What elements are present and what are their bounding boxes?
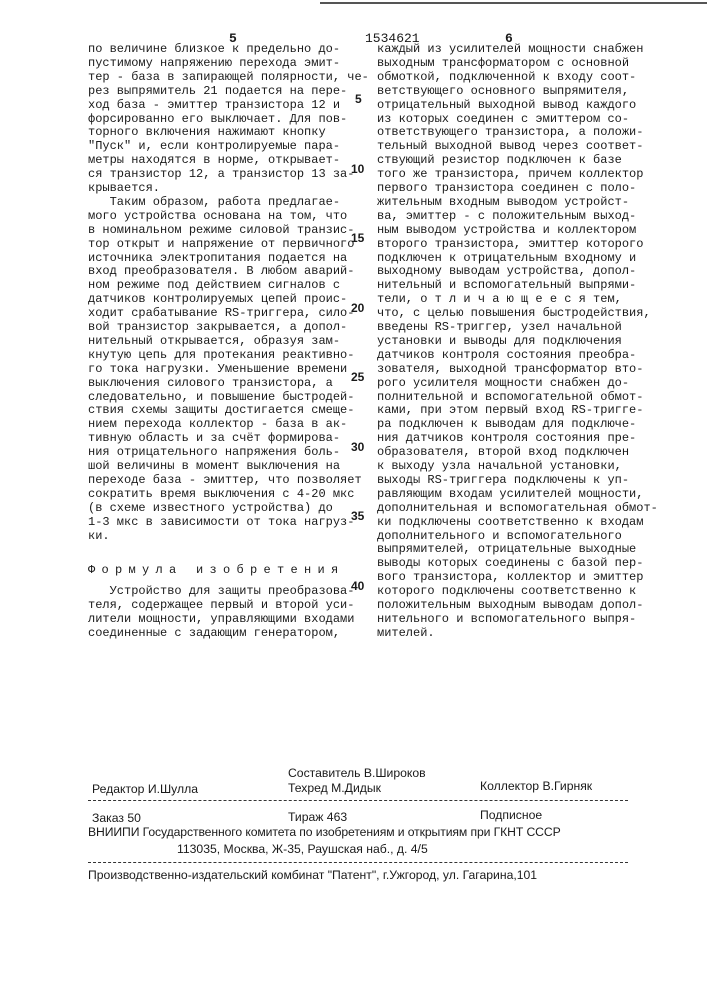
editor: Редактор И.Шулла	[92, 782, 198, 796]
claim-text-line: ра подключен к выводам для подключе-	[377, 417, 636, 431]
claim-text-line: дополнительная и вспомогательная обмот-	[377, 501, 658, 515]
claim-text-line: ным выводом устройства и коллектором	[377, 223, 636, 237]
patent-number: 1534621	[365, 31, 420, 46]
line-number: 25	[351, 370, 364, 384]
organization: ВНИИПИ Государственного комитета по изобретениям и открытиям при ГКНТ СССР	[88, 825, 561, 839]
text-line: торного включения нажимают кнопку	[88, 125, 326, 139]
text-line: Таким образом, работа предлагае-	[88, 195, 340, 209]
text-line: го тока нагрузки. Уменьшение времени	[88, 362, 347, 376]
claim-text-line: тели, о т л и ч а ю щ е е с я тем,	[377, 292, 622, 306]
text-line: источника электропитания подается на	[88, 251, 347, 265]
text-line: метры находятся в норме, открывает-	[88, 153, 340, 167]
left-page-number: 5	[229, 31, 237, 46]
claim-text-line: ствующий резистор подключен к базе	[377, 153, 622, 167]
claim-text-line: что, с целью повышения быстродействия,	[377, 306, 651, 320]
publisher: Производственно-издательский комбинат "Патент", г.Ужгород, ул. Гагарина,101	[88, 868, 537, 882]
claim-text-line: ва, эмиттер - с положительным выход-	[377, 209, 636, 223]
claim-text-line: положительным выходным выводам допол-	[377, 598, 643, 612]
claim-text-line: мителей.	[377, 626, 435, 640]
text-line: следовательно, и повышение быстродей-	[88, 390, 354, 404]
line-number: 15	[351, 231, 364, 245]
claim-text-line: ответствующего транзистора, а положи-	[377, 125, 643, 139]
text-line: шой величины в момент выключения на	[88, 459, 340, 473]
text-line: нием перехода коллектор - база в ак-	[88, 417, 347, 431]
text-line: ствия схемы защиты достигается смеще-	[88, 403, 354, 417]
text-line: ном режиме под действием сигналов с	[88, 278, 340, 292]
claim-text-line: ветствующего основного выпрямителя,	[377, 84, 629, 98]
claim-text-line: к выходу узла начальной установки,	[377, 459, 622, 473]
address: 113035, Москва, Ж-35, Раушская наб., д. 4/5	[177, 842, 428, 856]
claim-text-line: нительный и вспомогательный выпрями-	[377, 278, 636, 292]
text-line: (в схеме известного устройства) до	[88, 501, 333, 515]
text-line: нительный открывается, образуя зам-	[88, 334, 340, 348]
claim-text-line: ки подключены соответственно к входам	[377, 515, 643, 529]
claim-text-line: первого транзистора соединен с поло-	[377, 181, 636, 195]
claim-text-line: выводы которых соединены с базой пер-	[377, 556, 643, 570]
claim-text-line: тельный выходной вывод через соответ-	[377, 139, 643, 153]
text-line: тивную область и за счёт формирова-	[88, 431, 340, 445]
claim-text-line: жительным входным выводом устройст-	[377, 195, 629, 209]
claim-text-line: зователя, выходной трансформатор вто-	[377, 362, 643, 376]
line-number: 30	[351, 440, 364, 454]
text-line: выключения силового транзистора, а	[88, 376, 333, 390]
text-line: ход база - эмиттер транзистора 12 и	[88, 98, 340, 112]
claim-text-line: рого усилителя мощности снабжен до-	[377, 376, 629, 390]
claim-text-line: подключен к отрицательным входному и	[377, 251, 636, 265]
line-number: 5	[355, 92, 362, 106]
claim-text-line: выходным трансформатором с основной	[377, 56, 629, 70]
claim-text-line: выходы RS-триггера подключены к уп-	[377, 473, 629, 487]
text-line: форсированно его выключает. Для пов-	[88, 112, 347, 126]
line-number: 10	[351, 162, 364, 176]
text-line: ходит срабатывание RS-триггера, сило-	[88, 306, 354, 320]
text-line: ния отрицательного напряжения боль-	[88, 445, 340, 459]
claim-text-line: датчиков контроля состояния преобра-	[377, 348, 636, 362]
claim-text-line: выпрямителей, отрицательные выходные	[377, 542, 636, 556]
claim-text-line: установки и выводы для подключения	[377, 334, 622, 348]
claim-text-line: отрицательный выходной вывод каждого	[377, 98, 636, 112]
text-line: вход преобразователя. В любом аварий-	[88, 264, 354, 278]
claim-text-line: ния датчиков контроля состояния пре-	[377, 431, 636, 445]
text-line: рез выпрямитель 21 подается на пере-	[88, 84, 347, 98]
section-heading-formula: Формула изобретения	[88, 563, 345, 577]
order-number: Заказ 50	[92, 811, 141, 825]
claim-text-line: каждый из усилителей мощности снабжен	[377, 42, 643, 56]
text-line: крывается.	[88, 181, 160, 195]
claim-text-line: того же транзистора, причем коллектор	[377, 167, 643, 181]
text-line: ся транзистор 12, а транзистор 13 за-	[88, 167, 354, 181]
text-line: ки.	[88, 529, 110, 543]
claim-text-line: вого транзистора, коллектор и эмиттер	[377, 570, 643, 584]
text-line: тор открыт и напряжение от первичного	[88, 237, 354, 251]
claim-text-line: равляющим входам усилителей мощности,	[377, 487, 643, 501]
text-line: тер - база в запирающей полярности, че-	[88, 70, 369, 84]
text-line: по величине близкое к предельно до-	[88, 42, 340, 56]
compiler: Составитель В.Широков	[288, 766, 426, 780]
claim-text-line: выходному выводам устройства, допол-	[377, 264, 636, 278]
claim-text-line: из которых соединен с эмиттером со-	[377, 112, 629, 126]
text-line: датчиков контролируемых цепей проис-	[88, 292, 347, 306]
claim-text-line: лители мощности, управляющими входами	[88, 612, 354, 626]
line-number: 40	[351, 579, 364, 593]
corrector: Коллектор В.Гирняк	[480, 779, 592, 793]
text-line: вой транзистор закрывается, а допол-	[88, 320, 347, 334]
line-number: 20	[351, 301, 364, 315]
line-number: 35	[351, 509, 364, 523]
text-line: "Пуск" и, если контролируемые пара-	[88, 139, 340, 153]
claim-text-line: обмоткой, подключенной к входу соот-	[377, 70, 636, 84]
text-line: кнутую цепь для протекания реактивно-	[88, 348, 354, 362]
right-page-number: 6	[505, 31, 513, 46]
claim-text-line: соединенные с задающим генератором,	[88, 626, 340, 640]
divider-dashed	[88, 862, 628, 863]
scan-edge-line	[320, 2, 707, 4]
text-line: мого устройства основана на том, что	[88, 209, 347, 223]
text-line: сократить время выключения с 4-20 мкс	[88, 487, 354, 501]
claim-text-line: которого подключены соответственно к	[377, 584, 636, 598]
text-line: 1-3 мкс в зависимости от тока нагруз-	[88, 515, 354, 529]
text-line: пустимому напряжению перехода эмит-	[88, 56, 340, 70]
claim-text-line: полнительной и вспомогательной обмот-	[377, 390, 643, 404]
circulation: Тираж 463	[288, 810, 347, 824]
subscription: Подписное	[480, 808, 542, 822]
claim-text-line: Устройство для защиты преобразова-	[88, 584, 354, 598]
claim-text-line: введены RS-триггер, узел начальной	[377, 320, 622, 334]
claim-text-line: дополнительного и вспомогательного	[377, 529, 622, 543]
text-line: переходе база - эмиттер, что позволяет	[88, 473, 362, 487]
claim-text-line: нительного и вспомогательного выпря-	[377, 612, 636, 626]
techred: Техред М.Дидык	[288, 781, 381, 795]
claim-text-line: второго транзистора, эмиттер которого	[377, 237, 643, 251]
divider-dashed	[88, 800, 628, 801]
text-line: в номинальном режиме силовой транзис-	[88, 223, 354, 237]
claim-text-line: ками, при этом первый вход RS-тригге-	[377, 403, 643, 417]
claim-text-line: образователя, второй вход подключен	[377, 445, 629, 459]
claim-text-line: теля, содержащее первый и второй уси-	[88, 598, 354, 612]
